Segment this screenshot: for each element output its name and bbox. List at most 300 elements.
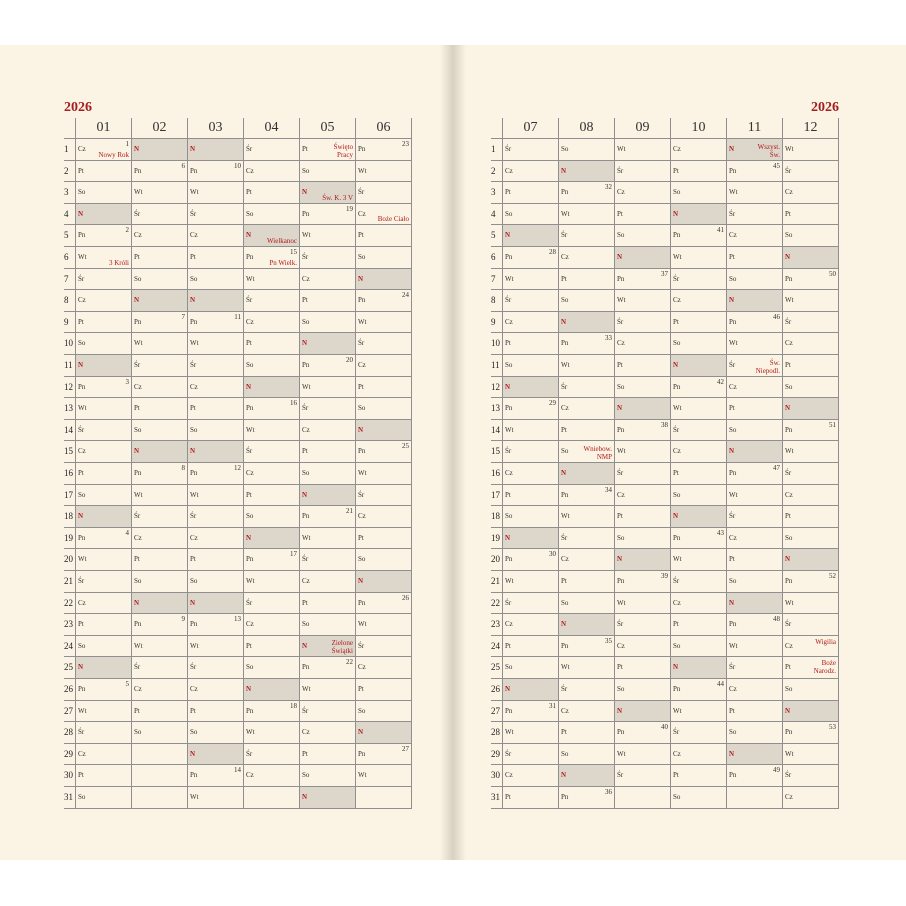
day-cell[interactable] xyxy=(131,528,187,550)
day-cell[interactable] xyxy=(614,506,670,528)
day-cell[interactable] xyxy=(131,398,187,420)
day-cell-sunday[interactable] xyxy=(75,657,131,679)
day-cell[interactable] xyxy=(243,549,299,571)
day-cell[interactable] xyxy=(299,290,355,312)
day-cell[interactable] xyxy=(670,441,726,463)
day-cell[interactable] xyxy=(670,593,726,615)
day-cell[interactable] xyxy=(75,679,131,701)
day-cell[interactable] xyxy=(502,139,558,161)
day-cell-sunday[interactable] xyxy=(558,463,614,485)
day-cell[interactable] xyxy=(131,571,187,593)
day-cell[interactable] xyxy=(355,657,411,679)
day-cell-sunday[interactable] xyxy=(299,182,355,204)
day-cell[interactable] xyxy=(187,571,243,593)
day-cell[interactable] xyxy=(670,290,726,312)
day-cell[interactable] xyxy=(558,225,614,247)
day-cell[interactable] xyxy=(75,312,131,334)
day-cell-sunday[interactable] xyxy=(558,614,614,636)
day-cell-sunday[interactable] xyxy=(243,528,299,550)
day-cell[interactable] xyxy=(558,355,614,377)
day-cell[interactable] xyxy=(782,333,838,355)
day-cell[interactable] xyxy=(299,247,355,269)
day-cell[interactable] xyxy=(131,744,187,766)
day-cell[interactable] xyxy=(726,463,782,485)
day-cell[interactable] xyxy=(502,182,558,204)
day-cell-sunday[interactable] xyxy=(670,204,726,226)
day-cell[interactable] xyxy=(75,290,131,312)
day-cell[interactable] xyxy=(726,722,782,744)
day-cell-sunday[interactable] xyxy=(502,377,558,399)
day-cell[interactable] xyxy=(502,204,558,226)
day-cell[interactable] xyxy=(502,765,558,787)
day-cell[interactable] xyxy=(243,269,299,291)
day-cell[interactable] xyxy=(75,247,131,269)
day-cell[interactable] xyxy=(614,765,670,787)
day-cell[interactable] xyxy=(670,765,726,787)
day-cell[interactable] xyxy=(355,701,411,723)
day-cell[interactable] xyxy=(782,744,838,766)
day-cell[interactable] xyxy=(355,463,411,485)
day-cell[interactable] xyxy=(131,420,187,442)
day-cell-sunday[interactable] xyxy=(131,139,187,161)
day-cell-sunday[interactable] xyxy=(131,441,187,463)
day-cell[interactable] xyxy=(131,225,187,247)
day-cell[interactable] xyxy=(614,636,670,658)
day-cell-sunday[interactable] xyxy=(726,139,782,161)
day-cell[interactable] xyxy=(187,463,243,485)
day-cell[interactable] xyxy=(670,614,726,636)
day-cell[interactable] xyxy=(187,247,243,269)
day-cell[interactable] xyxy=(726,398,782,420)
day-cell[interactable] xyxy=(614,182,670,204)
day-cell[interactable] xyxy=(243,312,299,334)
day-cell[interactable] xyxy=(782,722,838,744)
day-cell-sunday[interactable] xyxy=(726,744,782,766)
day-cell[interactable] xyxy=(558,701,614,723)
day-cell[interactable] xyxy=(243,398,299,420)
day-cell[interactable] xyxy=(502,420,558,442)
day-cell[interactable] xyxy=(726,312,782,334)
day-cell[interactable] xyxy=(726,333,782,355)
day-cell[interactable] xyxy=(726,679,782,701)
day-cell[interactable] xyxy=(670,463,726,485)
day-cell[interactable] xyxy=(614,485,670,507)
day-cell[interactable] xyxy=(75,549,131,571)
day-cell-sunday[interactable] xyxy=(782,701,838,723)
day-cell[interactable] xyxy=(558,247,614,269)
day-cell[interactable] xyxy=(243,463,299,485)
day-cell[interactable] xyxy=(75,463,131,485)
day-cell[interactable] xyxy=(670,420,726,442)
day-cell-sunday[interactable] xyxy=(131,593,187,615)
day-cell-sunday[interactable] xyxy=(614,701,670,723)
day-cell[interactable] xyxy=(670,571,726,593)
day-cell-sunday[interactable] xyxy=(299,636,355,658)
day-cell-sunday[interactable] xyxy=(558,765,614,787)
day-cell-sunday[interactable] xyxy=(726,290,782,312)
day-cell[interactable] xyxy=(355,528,411,550)
day-cell[interactable] xyxy=(670,528,726,550)
day-cell[interactable] xyxy=(502,722,558,744)
day-cell[interactable] xyxy=(726,765,782,787)
day-cell[interactable] xyxy=(131,161,187,183)
day-cell[interactable] xyxy=(726,204,782,226)
day-cell[interactable] xyxy=(558,571,614,593)
day-cell-sunday[interactable] xyxy=(299,787,355,809)
day-cell[interactable] xyxy=(614,679,670,701)
day-cell[interactable] xyxy=(243,506,299,528)
day-cell[interactable] xyxy=(243,441,299,463)
day-cell[interactable] xyxy=(243,182,299,204)
day-cell[interactable] xyxy=(726,506,782,528)
day-cell[interactable] xyxy=(614,657,670,679)
day-cell-sunday[interactable] xyxy=(782,247,838,269)
day-cell[interactable] xyxy=(614,355,670,377)
day-cell[interactable] xyxy=(614,441,670,463)
day-cell[interactable] xyxy=(502,247,558,269)
day-cell[interactable] xyxy=(670,787,726,809)
day-cell[interactable] xyxy=(243,636,299,658)
day-cell[interactable] xyxy=(726,701,782,723)
day-cell[interactable] xyxy=(299,161,355,183)
day-cell-sunday[interactable] xyxy=(614,398,670,420)
day-cell[interactable] xyxy=(502,614,558,636)
day-cell[interactable] xyxy=(782,614,838,636)
day-cell[interactable] xyxy=(299,657,355,679)
day-cell[interactable] xyxy=(187,420,243,442)
day-cell[interactable] xyxy=(670,722,726,744)
day-cell[interactable] xyxy=(726,528,782,550)
day-cell[interactable] xyxy=(614,614,670,636)
day-cell[interactable] xyxy=(299,225,355,247)
day-cell-sunday[interactable] xyxy=(726,593,782,615)
day-cell[interactable] xyxy=(355,506,411,528)
day-cell[interactable] xyxy=(726,269,782,291)
day-cell[interactable] xyxy=(670,225,726,247)
day-cell[interactable] xyxy=(299,701,355,723)
day-cell[interactable] xyxy=(299,679,355,701)
day-cell[interactable] xyxy=(355,485,411,507)
day-cell[interactable] xyxy=(502,290,558,312)
day-cell[interactable] xyxy=(782,787,838,809)
day-cell[interactable] xyxy=(299,377,355,399)
day-cell[interactable] xyxy=(726,225,782,247)
day-cell[interactable] xyxy=(75,744,131,766)
day-cell[interactable] xyxy=(355,593,411,615)
day-cell[interactable] xyxy=(187,765,243,787)
day-cell[interactable] xyxy=(355,247,411,269)
day-cell[interactable] xyxy=(502,636,558,658)
day-cell[interactable] xyxy=(782,528,838,550)
day-cell[interactable] xyxy=(670,377,726,399)
day-cell[interactable] xyxy=(782,269,838,291)
day-cell[interactable] xyxy=(558,398,614,420)
day-cell[interactable] xyxy=(558,204,614,226)
day-cell[interactable] xyxy=(187,269,243,291)
day-cell[interactable] xyxy=(502,485,558,507)
day-cell[interactable] xyxy=(502,571,558,593)
day-cell[interactable] xyxy=(187,679,243,701)
day-cell[interactable] xyxy=(75,139,131,161)
day-cell[interactable] xyxy=(782,377,838,399)
day-cell[interactable] xyxy=(131,614,187,636)
day-cell[interactable] xyxy=(614,225,670,247)
day-cell[interactable] xyxy=(299,744,355,766)
day-cell[interactable] xyxy=(75,593,131,615)
day-cell-sunday[interactable] xyxy=(243,679,299,701)
day-cell[interactable] xyxy=(782,420,838,442)
day-cell[interactable] xyxy=(782,679,838,701)
day-cell[interactable] xyxy=(187,161,243,183)
day-cell[interactable] xyxy=(299,355,355,377)
day-cell[interactable] xyxy=(782,441,838,463)
day-cell-sunday[interactable] xyxy=(75,506,131,528)
day-cell[interactable] xyxy=(131,312,187,334)
day-cell[interactable] xyxy=(502,593,558,615)
day-cell[interactable] xyxy=(558,420,614,442)
day-cell[interactable] xyxy=(558,269,614,291)
day-cell[interactable] xyxy=(243,787,299,809)
day-cell[interactable] xyxy=(614,420,670,442)
day-cell[interactable] xyxy=(355,161,411,183)
day-cell[interactable] xyxy=(187,636,243,658)
day-cell-sunday[interactable] xyxy=(187,290,243,312)
day-cell[interactable] xyxy=(187,485,243,507)
day-cell[interactable] xyxy=(187,204,243,226)
day-cell[interactable] xyxy=(558,182,614,204)
day-cell[interactable] xyxy=(187,528,243,550)
day-cell-sunday[interactable] xyxy=(670,355,726,377)
day-cell-sunday[interactable] xyxy=(355,722,411,744)
day-cell[interactable] xyxy=(726,161,782,183)
day-cell[interactable] xyxy=(614,312,670,334)
day-cell[interactable] xyxy=(558,787,614,809)
day-cell[interactable] xyxy=(782,485,838,507)
day-cell[interactable] xyxy=(355,290,411,312)
day-cell[interactable] xyxy=(782,312,838,334)
day-cell[interactable] xyxy=(131,636,187,658)
day-cell[interactable] xyxy=(243,333,299,355)
day-cell[interactable] xyxy=(502,161,558,183)
day-cell[interactable] xyxy=(614,722,670,744)
day-cell[interactable] xyxy=(558,593,614,615)
day-cell[interactable] xyxy=(558,679,614,701)
day-cell[interactable] xyxy=(75,701,131,723)
day-cell[interactable] xyxy=(614,463,670,485)
day-cell[interactable] xyxy=(355,549,411,571)
day-cell[interactable] xyxy=(782,506,838,528)
day-cell[interactable] xyxy=(243,744,299,766)
day-cell[interactable] xyxy=(355,204,411,226)
day-cell[interactable] xyxy=(502,463,558,485)
day-cell[interactable] xyxy=(726,636,782,658)
day-cell[interactable] xyxy=(75,614,131,636)
day-cell[interactable] xyxy=(726,182,782,204)
day-cell[interactable] xyxy=(670,312,726,334)
day-cell-sunday[interactable] xyxy=(75,355,131,377)
day-cell[interactable] xyxy=(187,333,243,355)
day-cell[interactable] xyxy=(355,614,411,636)
day-cell[interactable] xyxy=(355,679,411,701)
day-cell[interactable] xyxy=(75,765,131,787)
day-cell[interactable] xyxy=(355,355,411,377)
day-cell[interactable] xyxy=(243,420,299,442)
day-cell[interactable] xyxy=(355,765,411,787)
day-cell[interactable] xyxy=(131,765,187,787)
day-cell[interactable] xyxy=(355,744,411,766)
day-cell[interactable] xyxy=(670,485,726,507)
day-cell-sunday[interactable] xyxy=(187,593,243,615)
day-cell[interactable] xyxy=(75,398,131,420)
day-cell[interactable] xyxy=(558,722,614,744)
day-cell[interactable] xyxy=(614,204,670,226)
day-cell[interactable] xyxy=(75,636,131,658)
day-cell[interactable] xyxy=(75,528,131,550)
day-cell[interactable] xyxy=(355,377,411,399)
day-cell[interactable] xyxy=(614,377,670,399)
day-cell[interactable] xyxy=(502,701,558,723)
day-cell[interactable] xyxy=(558,636,614,658)
day-cell[interactable] xyxy=(726,549,782,571)
day-cell[interactable] xyxy=(782,636,838,658)
day-cell[interactable] xyxy=(131,722,187,744)
day-cell[interactable] xyxy=(131,269,187,291)
day-cell-sunday[interactable] xyxy=(243,225,299,247)
day-cell[interactable] xyxy=(558,549,614,571)
day-cell[interactable] xyxy=(782,225,838,247)
day-cell[interactable] xyxy=(243,204,299,226)
day-cell[interactable] xyxy=(355,333,411,355)
day-cell[interactable] xyxy=(558,139,614,161)
day-cell[interactable] xyxy=(131,549,187,571)
day-cell[interactable] xyxy=(670,398,726,420)
day-cell[interactable] xyxy=(614,744,670,766)
day-cell[interactable] xyxy=(243,593,299,615)
day-cell[interactable] xyxy=(726,420,782,442)
day-cell[interactable] xyxy=(131,204,187,226)
day-cell-sunday[interactable] xyxy=(131,290,187,312)
day-cell[interactable] xyxy=(75,787,131,809)
day-cell[interactable] xyxy=(299,312,355,334)
day-cell[interactable] xyxy=(299,506,355,528)
day-cell[interactable] xyxy=(75,377,131,399)
day-cell[interactable] xyxy=(614,290,670,312)
day-cell[interactable] xyxy=(502,269,558,291)
day-cell[interactable] xyxy=(355,312,411,334)
day-cell[interactable] xyxy=(614,161,670,183)
day-cell[interactable] xyxy=(782,161,838,183)
day-cell[interactable] xyxy=(726,614,782,636)
day-cell[interactable] xyxy=(670,549,726,571)
day-cell[interactable] xyxy=(75,161,131,183)
day-cell[interactable] xyxy=(243,485,299,507)
day-cell[interactable] xyxy=(558,506,614,528)
day-cell[interactable] xyxy=(187,312,243,334)
day-cell[interactable] xyxy=(670,636,726,658)
day-cell[interactable] xyxy=(782,290,838,312)
day-cell[interactable] xyxy=(75,571,131,593)
day-cell[interactable] xyxy=(75,269,131,291)
day-cell[interactable] xyxy=(502,398,558,420)
day-cell[interactable] xyxy=(355,398,411,420)
day-cell[interactable] xyxy=(243,701,299,723)
day-cell[interactable] xyxy=(614,528,670,550)
day-cell[interactable] xyxy=(131,377,187,399)
day-cell[interactable] xyxy=(558,744,614,766)
day-cell[interactable] xyxy=(502,657,558,679)
day-cell[interactable] xyxy=(75,441,131,463)
day-cell[interactable] xyxy=(187,506,243,528)
day-cell[interactable] xyxy=(299,441,355,463)
day-cell[interactable] xyxy=(299,722,355,744)
day-cell[interactable] xyxy=(614,593,670,615)
day-cell[interactable] xyxy=(131,506,187,528)
day-cell[interactable] xyxy=(131,787,187,809)
day-cell[interactable] xyxy=(670,247,726,269)
day-cell[interactable] xyxy=(299,420,355,442)
day-cell[interactable] xyxy=(782,765,838,787)
day-cell[interactable] xyxy=(131,182,187,204)
day-cell-sunday[interactable] xyxy=(299,333,355,355)
day-cell[interactable] xyxy=(502,441,558,463)
day-cell[interactable] xyxy=(75,485,131,507)
day-cell-sunday[interactable] xyxy=(299,485,355,507)
day-cell[interactable] xyxy=(558,657,614,679)
day-cell[interactable] xyxy=(782,657,838,679)
day-cell[interactable] xyxy=(614,787,670,809)
day-cell-sunday[interactable] xyxy=(614,247,670,269)
day-cell-sunday[interactable] xyxy=(558,161,614,183)
day-cell-sunday[interactable] xyxy=(187,139,243,161)
day-cell-sunday[interactable] xyxy=(243,377,299,399)
day-cell[interactable] xyxy=(187,787,243,809)
day-cell[interactable] xyxy=(243,765,299,787)
day-cell[interactable] xyxy=(670,182,726,204)
day-cell[interactable] xyxy=(187,614,243,636)
day-cell[interactable] xyxy=(726,571,782,593)
day-cell[interactable] xyxy=(243,355,299,377)
day-cell[interactable] xyxy=(187,355,243,377)
day-cell[interactable] xyxy=(355,182,411,204)
day-cell[interactable] xyxy=(670,139,726,161)
day-cell-sunday[interactable] xyxy=(502,679,558,701)
day-cell[interactable] xyxy=(299,139,355,161)
day-cell[interactable] xyxy=(355,225,411,247)
day-cell[interactable] xyxy=(726,377,782,399)
day-cell[interactable] xyxy=(558,441,614,463)
day-cell[interactable] xyxy=(726,657,782,679)
day-cell[interactable] xyxy=(614,139,670,161)
day-cell[interactable] xyxy=(187,225,243,247)
day-cell[interactable] xyxy=(502,312,558,334)
day-cell[interactable] xyxy=(75,182,131,204)
day-cell[interactable] xyxy=(670,333,726,355)
day-cell[interactable] xyxy=(131,679,187,701)
day-cell[interactable] xyxy=(299,571,355,593)
day-cell[interactable] xyxy=(782,355,838,377)
day-cell[interactable] xyxy=(614,269,670,291)
day-cell[interactable] xyxy=(243,290,299,312)
day-cell[interactable] xyxy=(782,571,838,593)
day-cell[interactable] xyxy=(131,701,187,723)
day-cell-sunday[interactable] xyxy=(558,312,614,334)
day-cell[interactable] xyxy=(131,333,187,355)
day-cell[interactable] xyxy=(502,787,558,809)
day-cell[interactable] xyxy=(502,744,558,766)
day-cell[interactable] xyxy=(299,765,355,787)
day-cell[interactable] xyxy=(187,701,243,723)
day-cell[interactable] xyxy=(243,657,299,679)
